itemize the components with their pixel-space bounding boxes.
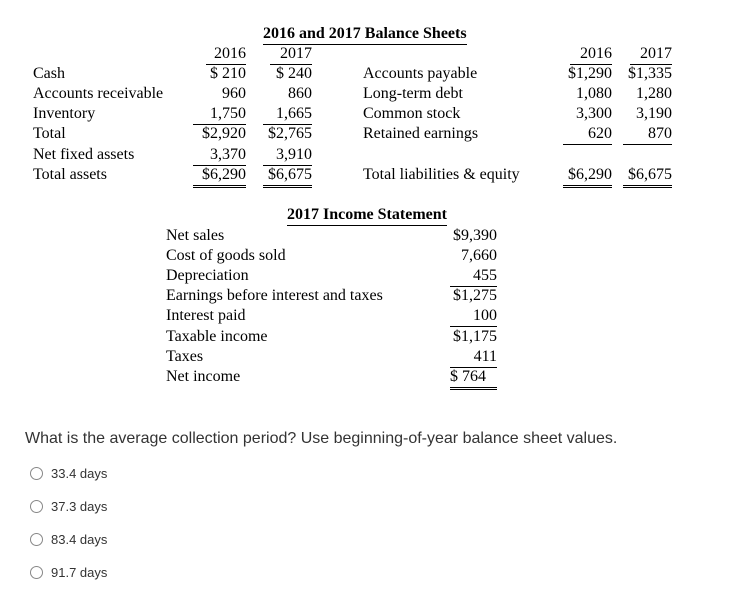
liability-label: Common stock [363,105,461,122]
liability-2016-value: 3,300 [576,105,612,122]
balance-sheet-title: 2016 and 2017 Balance Sheets [263,24,467,45]
income-value: $9,390 [453,227,497,244]
answer-option[interactable] [30,530,107,548]
liability-2017-value: $6,675 [623,165,672,188]
liability-2016-value: 1,080 [576,85,612,102]
income-label: Taxable income [166,328,268,345]
income-value: 7,660 [461,247,497,264]
income-label: Depreciation [166,267,249,284]
asset-2016-value: 960 [222,85,246,102]
answer-option-label: 91.7 days [51,564,108,580]
asset-label: Accounts receivable [33,85,164,102]
liability-label: Retained earnings [363,125,479,142]
assets-year-2016-header: 2016 [206,44,246,65]
radio-button-icon[interactable] [30,500,43,513]
income-label: Taxes [166,348,204,365]
answer-option[interactable] [30,464,107,482]
radio-button-icon[interactable] [30,566,43,579]
asset-2017-value: 1,665 [263,104,312,125]
income-value: $ 764 [450,367,497,390]
liability-2016-value: $6,290 [563,165,612,188]
income-label: Cost of goods sold [166,247,286,264]
liability-label: Long-term debt [363,85,463,102]
asset-2016-value: 3,370 [193,145,246,166]
asset-2016-value: 1,750 [193,104,246,125]
radio-button-icon[interactable] [30,467,43,480]
answer-option-label: 83.4 days [51,531,108,547]
asset-2017-value: 3,910 [263,145,312,166]
income-value: $1,175 [453,328,497,345]
asset-2016-value: $ 210 [210,65,246,82]
income-label: Net sales [166,227,225,244]
answer-option[interactable] [30,563,107,581]
income-label: Interest paid [166,307,246,324]
liabilities-year-2016-header: 2016 [570,44,612,65]
asset-label: Inventory [33,105,96,122]
asset-label: Net fixed assets [33,146,135,163]
answer-option[interactable] [30,497,107,515]
income-value: $1,275 [453,287,497,304]
radio-button-icon[interactable] [30,533,43,546]
answer-option-label: 37.3 days [51,498,108,514]
asset-label: Total [33,125,66,142]
asset-label: Total assets [33,166,107,183]
asset-label: Cash [33,65,65,82]
asset-2016-value: $2,920 [202,125,246,142]
liability-2016-value: 620 [563,124,612,145]
liability-2017-value: $1,335 [628,65,672,82]
income-label: Net income [166,368,241,385]
question-text: What is the average collection period? Use beginning-of-year balance sheet values. [25,430,618,447]
asset-2017-value: $2,765 [268,125,312,142]
liability-label: Total liabilities & equity [363,166,520,183]
income-value: 455 [450,266,497,287]
liability-2017-value: 3,190 [636,105,672,122]
liability-2016-value: $1,290 [568,65,612,82]
liabilities-year-2017-header: 2017 [630,44,672,65]
asset-2016-value: $6,290 [193,165,246,188]
asset-2017-value: $ 240 [276,65,312,82]
asset-2017-value: $6,675 [263,165,312,188]
income-value: 411 [450,347,497,368]
liability-label: Accounts payable [363,65,478,82]
liability-2017-value: 870 [623,124,672,145]
liability-2017-value: 1,280 [636,85,672,102]
assets-year-2017-header: 2017 [270,44,312,65]
income-label: Earnings before interest and taxes [166,287,383,304]
answer-option-label: 33.4 days [51,465,108,481]
asset-2017-value: 860 [288,85,312,102]
income-value: 100 [450,306,497,327]
income-statement-title: 2017 Income Statement [287,205,447,226]
